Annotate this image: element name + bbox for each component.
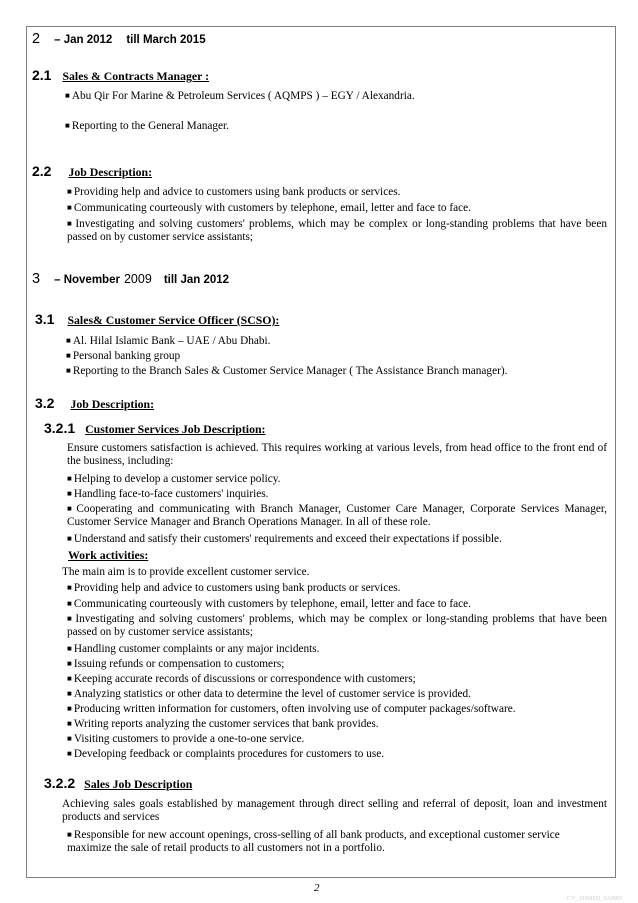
subsection-title: Sales Job Description <box>84 777 193 791</box>
list-item: ■ Handling face-to-face customers' inquiries. <box>67 488 269 500</box>
subsection-number: 3.1 <box>35 311 55 327</box>
subsection-title: Sales & Contracts Manager : <box>62 69 210 83</box>
section-2-heading <box>32 31 206 47</box>
list-item: ■ Communicating courteously with customers by telephone, email, letter and face to face. <box>67 598 471 610</box>
list-item: ■ Abu Qir For Marine & Petroleum Services ( AQMPS ) – EGY / Alexandria. <box>65 90 415 102</box>
list-item: ■ Understand and satisfy their customers' requirements and exceed their expectations if possible. <box>67 533 502 545</box>
list-item: ■ Responsible for new account openings, cross-selling of all bank products, and exceptional customer service maximize the sale of retail products to all customers not in a portfolio. <box>67 829 560 855</box>
subsection-title: Sales& Customer Service Officer (SCSO): <box>67 313 280 327</box>
footer-watermark: CV_AHMED_SABRY <box>567 896 624 902</box>
subsection-title: Customer Services Job Description: <box>85 422 266 436</box>
list-item: ■ Developing feedback or complaints procedures for customers to use. <box>67 748 385 760</box>
section-date-from: – November <box>54 274 120 286</box>
section-2-2-heading <box>32 163 152 181</box>
section-year: 2009 <box>123 272 152 286</box>
paragraph: The main aim is to provide excellent customer service. <box>62 566 310 578</box>
list-item: ■ Communicating courteously with customers by telephone, email, letter and face to face. <box>67 202 471 214</box>
list-item: ■ Keeping accurate records of discussions or correspondence with customers; <box>67 673 416 685</box>
list-item: ■ Producing written information for customers, often involving use of computer packages/software. <box>67 703 516 715</box>
paragraph: Ensure customers satisfaction is achieved. This requires working at various levels, from head office to the front end of the business, including: <box>67 442 607 468</box>
subsection-number: 2.1 <box>32 67 52 83</box>
list-item: ■ Reporting to the General Manager. <box>65 120 230 132</box>
list-item: ■ Providing help and advice to customers using bank products or services. <box>67 582 401 594</box>
list-item: ■ Investigating and solving customers' problems, which may be complex or long-standing problems that have been passed on by customer service assistants; <box>67 218 607 244</box>
subsection-number: 3.2.1 <box>44 420 76 436</box>
subsection-title: Job Description: <box>68 165 153 179</box>
subsection-number: 3.2.2 <box>44 775 76 791</box>
paragraph: Achieving sales goals established by management through direct selling and referral of deposit, loan and investment products and services <box>62 798 607 824</box>
section-date-from: – Jan 2012 <box>54 34 113 46</box>
list-item: ■ Analyzing statistics or other data to determine the level of customer service is provided. <box>67 688 471 700</box>
list-item: ■ Writing reports analyzing the customer services that bank provides. <box>67 718 379 730</box>
work-activities-heading: Work activities: <box>68 548 149 562</box>
section-3-2-2-heading <box>44 775 192 793</box>
subsection-number: 2.2 <box>32 163 52 179</box>
list-item: ■ Cooperating and communicating with Branch Manager, Customer Care Manager, Corporate Services Manager, Customer Service Manager and Branch Operations Manager. In all of these role. <box>67 503 607 529</box>
list-item: ■ Personal banking group <box>66 350 181 362</box>
list-item: ■ Reporting to the Branch Sales & Customer Service Manager ( The Assistance Branch manager). <box>66 365 508 377</box>
list-item: ■ Handling customer complaints or any major incidents. <box>67 643 320 655</box>
list-item: ■ Issuing refunds or compensation to customers; <box>67 658 285 670</box>
section-number: 2 <box>32 31 41 47</box>
section-3-2-heading <box>35 395 154 413</box>
list-item: ■ Helping to develop a customer service policy. <box>67 473 281 485</box>
section-number: 3 <box>32 271 41 287</box>
list-item: ■ Visiting customers to provide a one-to-one service. <box>67 733 305 745</box>
list-item: ■ Providing help and advice to customers using bank products or services. <box>67 186 401 198</box>
list-item: ■ Al. Hilal Islamic Bank – UAE / Abu Dhabi. <box>66 335 271 347</box>
list-item: ■ Investigating and solving customers' problems, which may be complex or long-standing problems that have been passed on by customer service assistants; <box>67 613 607 639</box>
section-date-to: till March 2015 <box>126 34 206 46</box>
section-3-heading <box>32 271 229 287</box>
subsection-title: Job Description: <box>70 397 155 411</box>
section-3-1-heading <box>35 311 279 329</box>
section-date-to: till Jan 2012 <box>163 274 230 286</box>
section-2-1-heading <box>32 67 209 85</box>
page-number: 2 <box>314 882 320 894</box>
section-3-2-1-heading <box>44 420 265 438</box>
subsection-number: 3.2 <box>35 395 55 411</box>
